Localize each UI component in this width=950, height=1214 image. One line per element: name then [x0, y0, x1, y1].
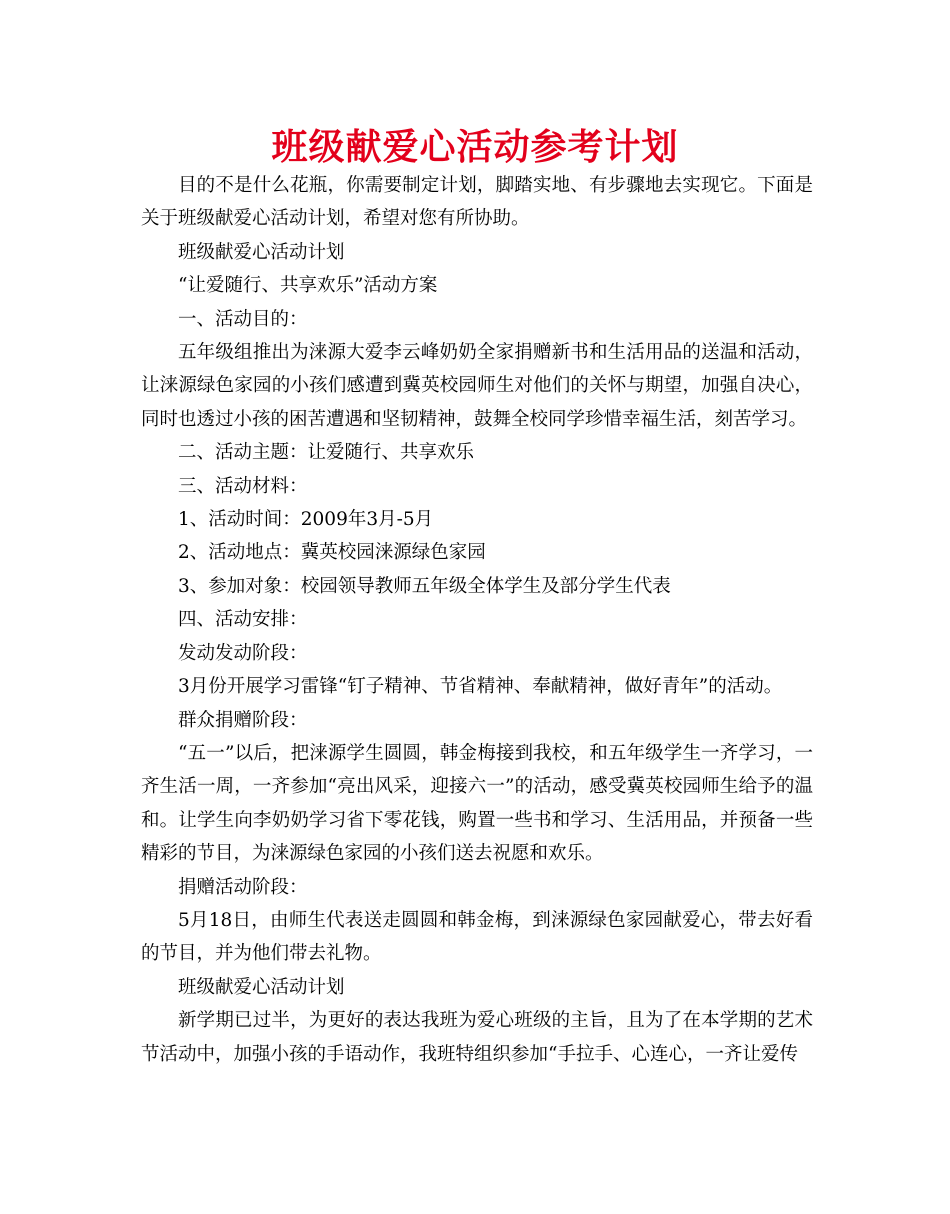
- paragraph-scheme-title: “让爱随行、共享欢乐”活动方案: [178, 275, 438, 297]
- paragraph-plan-heading: 班级献爱心活动计划: [178, 241, 345, 263]
- paragraph-time: 1、活动时间：2009年3月-5月: [178, 509, 434, 531]
- paragraph-intro: 目的不是什么花瓶，你需要制定计划，脚踏实地、有步骤地去实现它。下面是关于班级献爱心活动计划，希望对您有所协助。: [141, 175, 813, 230]
- paragraph-mobilize-text: 3月份开展学习雷锋“钉子精神、节省精神、奉献精神，做好青年”的活动。: [178, 676, 783, 698]
- paragraph-section-purpose: 一、活动目的：: [178, 308, 308, 330]
- document-title: 班级献爱心活动参考计划: [271, 127, 679, 168]
- document-body: [141, 169, 813, 1071]
- paragraph-stage-donation: 群众捐赠阶段：: [178, 709, 308, 731]
- paragraph-purpose-text: 五年级组推出为涞源大爱李云峰奶奶全家捐赠新书和生活用品的送温和活动，让涞源绿色家园的小孩们感遭到冀英校园师生对他们的关怀与期望，加强自决心，同时也透过小孩的困苦遭遇和坚韧精神，鼓舞全校同学珍惜幸福生活，刻苦学习。: [141, 342, 813, 430]
- paragraph-plan-heading-2: 班级献爱心活动计划: [178, 976, 345, 998]
- paragraph-section-materials: 三、活动材料：: [178, 475, 308, 497]
- paragraph-location: 2、活动地点：冀英校园涞源绿色家园: [178, 542, 486, 564]
- paragraph-delivery-text: 5月18日，由师生代表送走圆圆和韩金梅，到涞源绿色家园献爱心，带去好看的节目，并为他们带去礼物。: [141, 909, 813, 965]
- paragraph-section-theme: 二、活动主题：让爱随行、共享欢乐: [178, 442, 475, 464]
- paragraph-donation-text: “五一”以后，把涞源学生圆圆，韩金梅接到我校，和五年级学生一齐学习，一齐生活一周，一齐参加“亮出风采，迎接六一”的活动，感受冀英校园师生给予的温和。让学生向李奶奶学习省下零花钱，购置一些书和学习、生活用品，并预备一些精彩的节目，为涞源绿色家园的小孩们送去祝愿和欢乐。: [141, 742, 813, 865]
- paragraph-participants: 3、参加对象：校园领导教师五年级全体学生及部分学生代表: [178, 575, 671, 597]
- paragraph-stage-mobilize: 发动发动阶段：: [178, 642, 308, 664]
- paragraph-section-arrangement: 四、活动安排：: [178, 609, 308, 631]
- paragraph-stage-delivery: 捐赠活动阶段：: [178, 876, 308, 898]
- paragraph-new-term-text: 新学期已过半，为更好的表达我班为爱心班级的主旨，且为了在本学期的艺术节活动中，加强小孩的手语动作，我班特组织参加“手拉手、心连心，一齐让爱传: [141, 1010, 813, 1065]
